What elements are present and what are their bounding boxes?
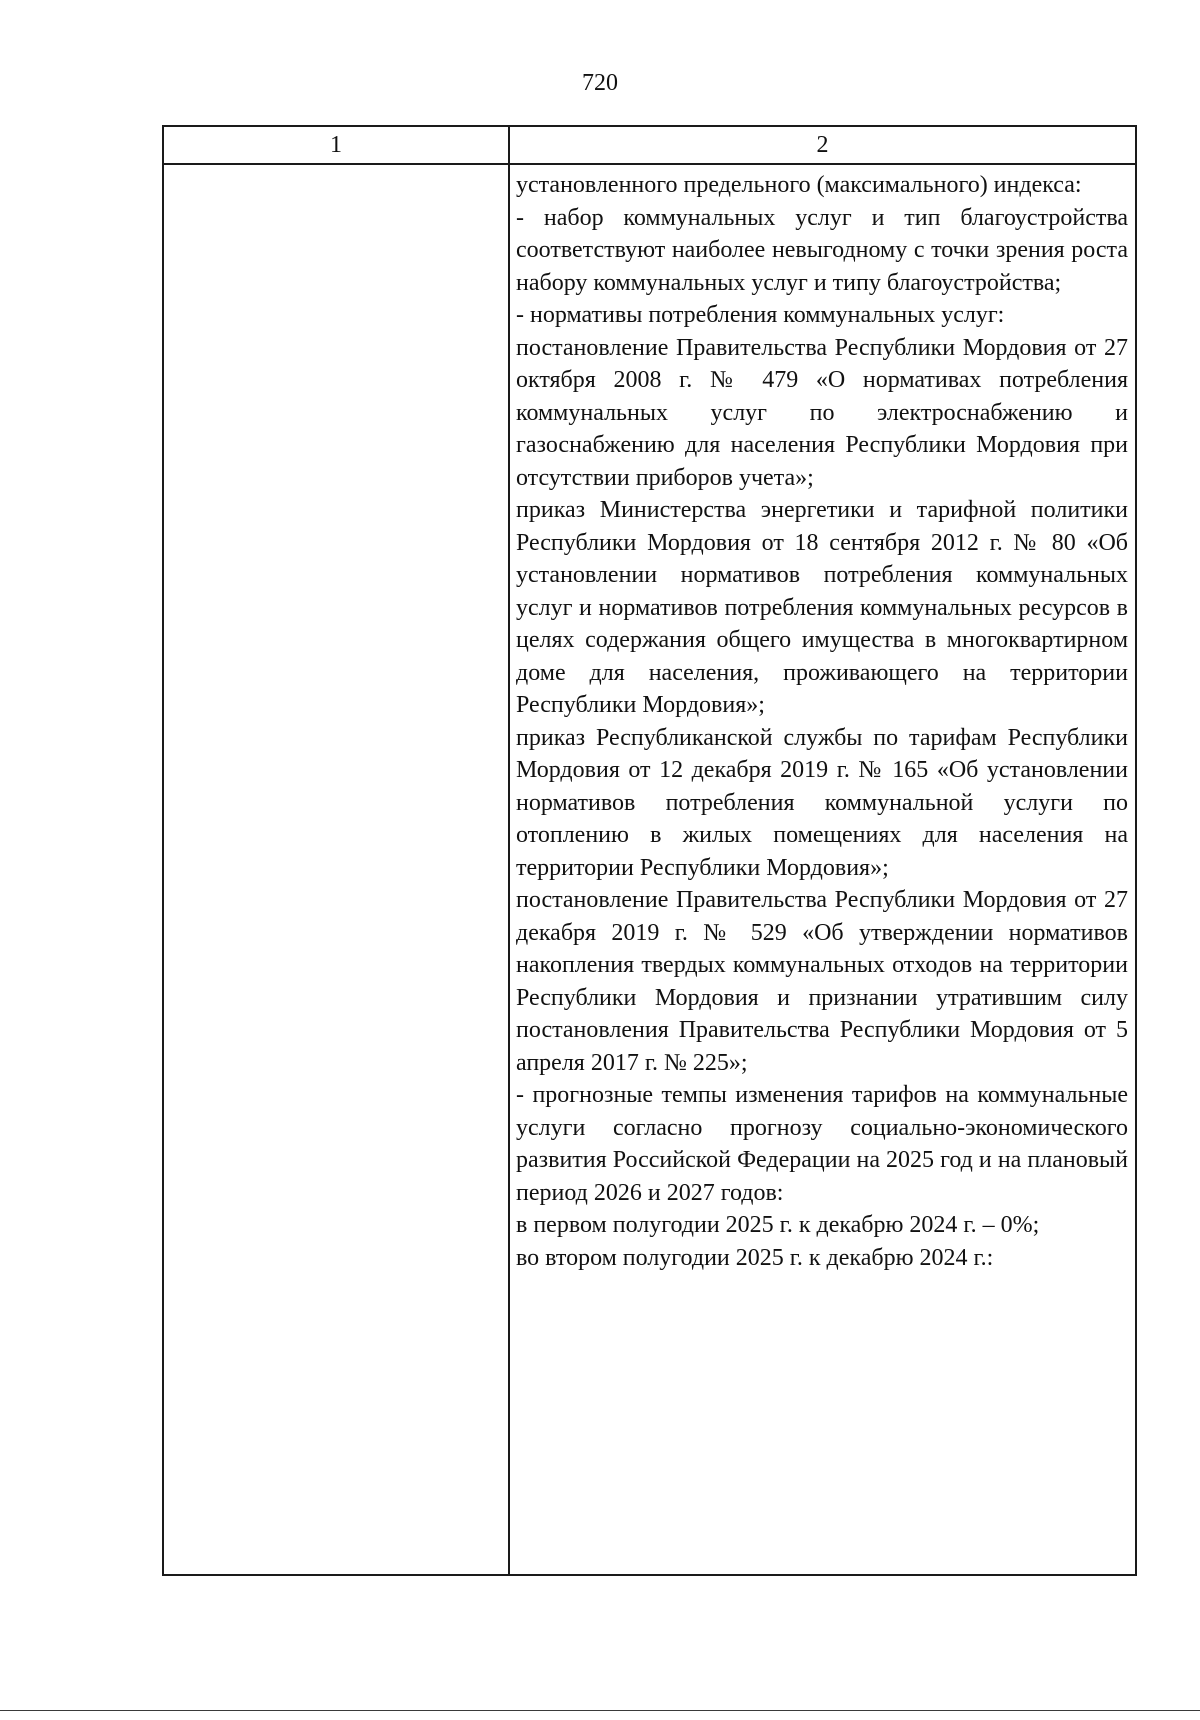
- paragraph: приказ Республиканской службы по тарифам Республики Мордовия от 12 декабря 2019 г. № 165 «Об установлении нормативов потребления коммунальной услуги по отоплению в жилых помещениях для населения на территории Республики Мордовия»;: [516, 724, 1128, 881]
- column-2-header: 2: [816, 132, 829, 158]
- page-number: 720: [582, 70, 618, 96]
- column-2-content: [516, 169, 1128, 1274]
- paragraph: - набор коммунальных услуг и тип благоустройства соответствуют наиболее невыгодному с точки зрения роста набору коммунальных услуг и типу благоустройства;: [516, 204, 1128, 296]
- paragraph: установленного предельного (максимального) индекса:: [516, 172, 1082, 198]
- column-divider: [508, 127, 510, 1574]
- paragraph: - нормативы потребления коммунальных услуг:: [516, 302, 1005, 328]
- paragraph: приказ Министерства энергетики и тарифной политики Республики Мордовия от 18 сентября 2012 г. № 80 «Об установлении нормативов потребления коммунальных услуг и нормативов потребления коммунальных ресурсов в целях содержания общего имущества в многоквартирном доме для населения, проживающего на территории Республики Мордовия»;: [516, 497, 1128, 718]
- document-table: [162, 125, 1137, 1576]
- column-1-header: 1: [330, 132, 342, 158]
- paragraph: в первом полугодии 2025 г. к декабрю 2024 г. – 0%;: [516, 1212, 1040, 1238]
- paragraph: постановление Правительства Республики Мордовия от 27 декабря 2019 г. № 529 «Об утверждении нормативов накопления твердых коммунальных отходов на территории Республики Мордовия и признании утратившим силу постановления Правительства Республики Мордовия от 5 апреля 2017 г. № 225»;: [516, 887, 1128, 1076]
- paragraph: во втором полугодии 2025 г. к декабрю 2024 г.:: [516, 1244, 994, 1271]
- scan-edge-line: [0, 1710, 1200, 1711]
- table-header-row: [164, 127, 1135, 165]
- paragraph: постановление Правительства Республики Мордовия от 27 октября 2008 г. № 479 «О нормативах потребления коммунальных услуг по электроснабжению и газоснабжению для населения Республики Мордовия при отсутствии приборов учета»;: [516, 334, 1128, 491]
- paragraph: - прогнозные темпы изменения тарифов на коммунальные услуги согласно прогнозу социально-экономического развития Российской Федерации на 2025 год и на плановый период 2026 и 2027 годов:: [516, 1082, 1128, 1206]
